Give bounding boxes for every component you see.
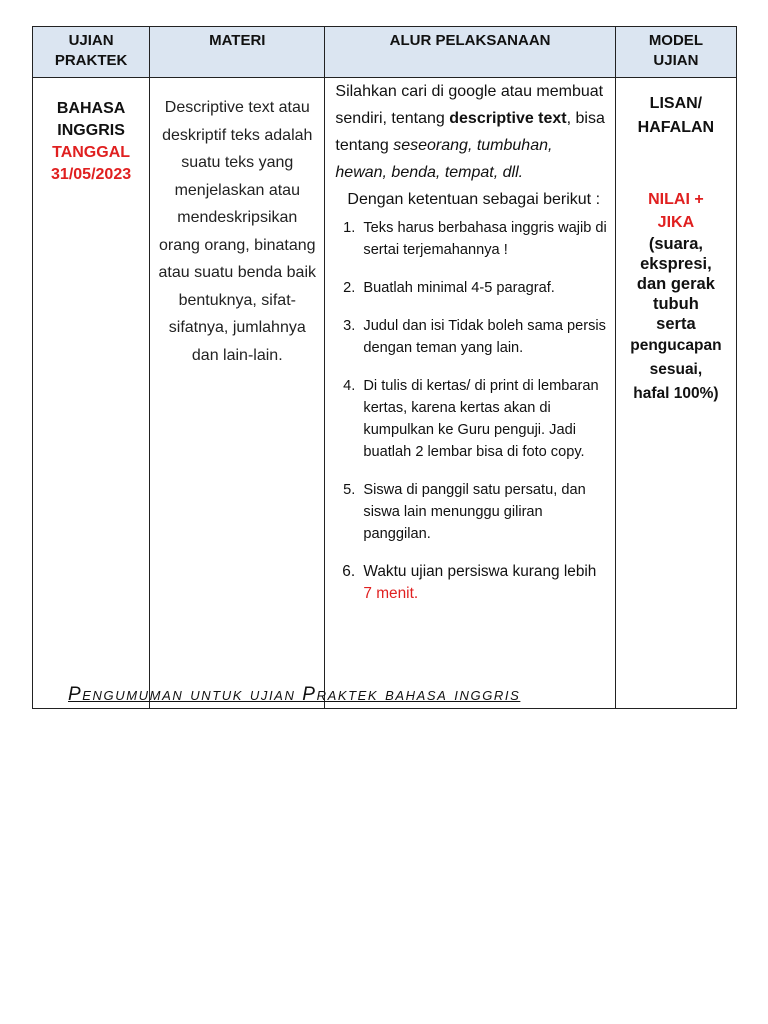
time-highlight: 7 menit. <box>363 585 419 602</box>
cell-model <box>615 78 736 709</box>
rule-item: 5. Siswa di panggil satu persatu, dan siswa lain menunggu giliran panggilan. <box>359 479 606 545</box>
exam-table <box>32 26 737 709</box>
header-row <box>33 27 737 78</box>
alur-ketentuan: Dengan ketentuan sebagai berikut : <box>347 191 601 208</box>
subject-line2: INGGRIS <box>57 122 125 139</box>
header-alur-pelaksanaan: ALUR PELAKSANAAN <box>325 27 615 78</box>
cell-alur <box>325 78 615 709</box>
subject-line1: BAHASA <box>56 100 126 117</box>
cell-subject <box>33 78 150 709</box>
rule-item: 2. Buatlah minimal 4-5 paragraf. <box>359 277 606 299</box>
cond-line2: ekspresi, <box>640 255 712 273</box>
date-value: 31/05/2023 <box>51 166 132 183</box>
intro-bold: descriptive text <box>449 110 567 127</box>
nilai-line2: JIKA <box>657 214 695 231</box>
date-label: TANGGAL <box>52 144 131 161</box>
header-ujian-praktek: UJIAN PRAKTEK <box>33 27 150 78</box>
header-materi: MATERI <box>150 27 325 78</box>
intro-italic: seseorang, tumbuhan, hewan, benda, tempat, dll. <box>335 137 553 181</box>
rule-item: 1. Teks harus berbahasa inggris wajib di sertai terjemahannya ! <box>359 217 606 261</box>
cond-line5: serta <box>656 315 696 333</box>
cond-line6: pengucapan <box>630 337 722 354</box>
rules-list <box>335 217 606 605</box>
cond-line8: hafal 100%) <box>633 385 719 402</box>
header-model-ujian: MODEL UJIAN <box>615 27 736 78</box>
rule-item-time: 6. Waktu ujian persiswa kurang lebih 7 menit. <box>359 561 606 605</box>
alur-intro <box>335 78 606 186</box>
nilai-line1: NILAI + <box>648 191 704 208</box>
model-line1: LISAN/ <box>649 95 703 112</box>
intro-text: Silahkan cari di google atau membuat sendiri, tentang <box>335 83 604 127</box>
materi-text: Descriptive text atau deskriptif teks adalah suatu teks yang menjelaskan atau mendeskripsikan orang orang, binatang atau suatu benda baik bentuknya, sifat-sifatnya, jumlahnya dan lain-lain. <box>158 99 316 364</box>
cell-materi <box>150 78 325 709</box>
rule-item: 4. Di tulis di kertas/ di print di lembaran kertas, karena kertas akan di kumpulkan ke Guru penguji. Jadi buatlah 2 lembar bisa di foto copy. <box>359 375 606 463</box>
body-row <box>33 78 737 709</box>
cond-line1: (suara, <box>648 235 703 253</box>
intro-text-2: , bisa tentang <box>335 110 605 154</box>
cond-line3: dan gerak <box>636 275 715 293</box>
model-line2: HAFALAN <box>637 119 715 136</box>
rule-item: 3. Judul dan isi Tidak boleh sama persis dengan teman yang lain. <box>359 315 606 359</box>
cond-line4: tubuh <box>652 295 699 313</box>
announcement-caption: Pengumuman untuk ujian Praktek bahasa inggris <box>68 684 521 705</box>
cond-line7: sesuai, <box>649 361 703 378</box>
